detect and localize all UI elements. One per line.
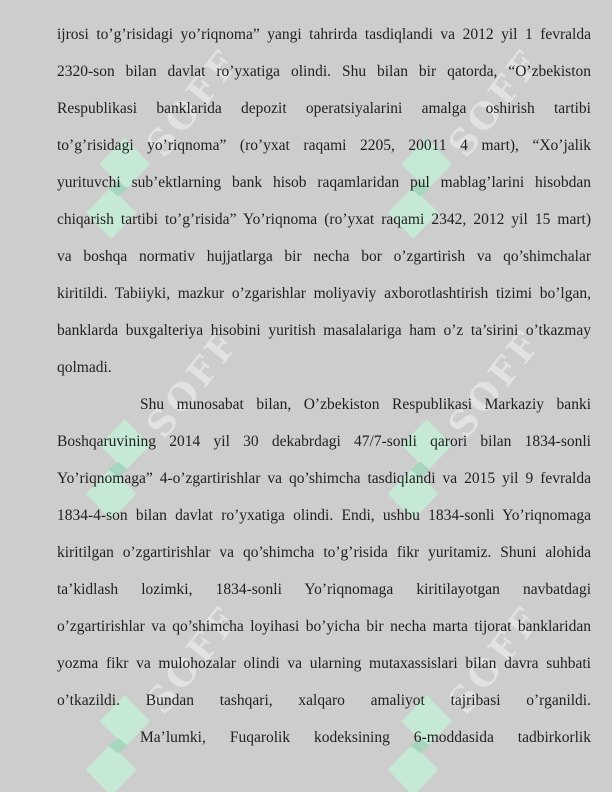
text-line: chiqarish tartibi to’g’risida” Yo’riqnoma (ro’yxat raqami 2342, 2012 yil 15 mart): [57, 211, 591, 228]
document-text-block: [57, 16, 591, 756]
soff-watermark-text: SOFF: [138, 41, 248, 165]
text-line: yurituvchi sub’ektlarning bank hisob raqamlaridan pul mablag’larini hisobdan: [57, 174, 591, 191]
text-line: to’g’risidagi yo’riqnoma” (ro’yxat raqami 2205, 20011 4 mart), “Xo’jalik: [57, 137, 591, 154]
text-line: ta’kidlash lozimki, 1834-sonli Yo’riqnomaga kiritilayotgan navbatdagi: [57, 581, 591, 598]
text-line: ijrosi to’g’risidagi yo’riqnoma” yangi tahrirda tasdiqlandi va 2012 yil 1 fevralda: [57, 26, 591, 43]
text-line: o’zgartirishlar va qo’shimcha loyihasi bo’yicha bir necha marta tijorat banklaridan: [57, 618, 591, 635]
text-line: Yo’riqnomaga” 4-o’zgartirishlar va qo’shimcha tasdiqlandi va 2015 yil 9 fevralda: [57, 470, 591, 487]
text-line: Shu munosabat bilan, O’zbekiston Respublikasi Markaziy banki: [140, 396, 591, 413]
text-line: kiritildi. Tabiiyki, mazkur o’zgarishlar moliyaviy axborotlashtirish tizimi bo’lgan,: [57, 285, 591, 302]
text-line: kiritilgan o’zgartirishlar va qo’shimcha to’g’risida fikr yuritamiz. Shuni alohida: [57, 544, 591, 561]
text-line: banklarda buxgalteriya hisobini yuritish masalalariga ham o’z ta’sirini o’tkazmay: [57, 322, 591, 339]
text-line: va boshqa normativ hujjatlarga bir necha bor o’zgartirish va qo’shimchalar: [57, 248, 591, 265]
soff-watermark-text: SOFF: [440, 322, 550, 446]
text-line: Ma’lumki, Fuqarolik kodeksining 6-moddasida tadbirkorlik: [140, 729, 591, 746]
soff-watermark-text: SOFF: [138, 322, 248, 446]
text-line: qolmadi.: [57, 359, 112, 376]
text-line: Boshqaruvining 2014 yil 30 dekabrdagi 47/7-sonli qarori bilan 1834-sonli: [57, 433, 591, 450]
text-line: 1834-4-son bilan davlat ro’yxatiga olindi. Endi, ushbu 1834-sonli Yo’riqnomaga: [57, 507, 591, 524]
text-line: 2320-son bilan davlat ro’yxatiga olindi. Shu bilan bir qatorda, “O’zbekiston: [57, 63, 591, 80]
soff-watermark-text: SOFF: [440, 598, 550, 722]
text-line: yozma fikr va mulohozalar olindi va ularning mutaxassislari bilan davra suhbati: [57, 655, 591, 672]
soff-watermark-text: SOFF: [138, 598, 248, 722]
text-line: Respublikasi banklarida depozit operatsiyalarini amalga oshirish tartibi: [57, 100, 591, 117]
soff-watermark-text: SOFF: [440, 41, 550, 165]
text-line: o’tkazildi. Bundan tashqari, xalqaro amaliyot tajribasi o’rganildi.: [57, 692, 591, 709]
